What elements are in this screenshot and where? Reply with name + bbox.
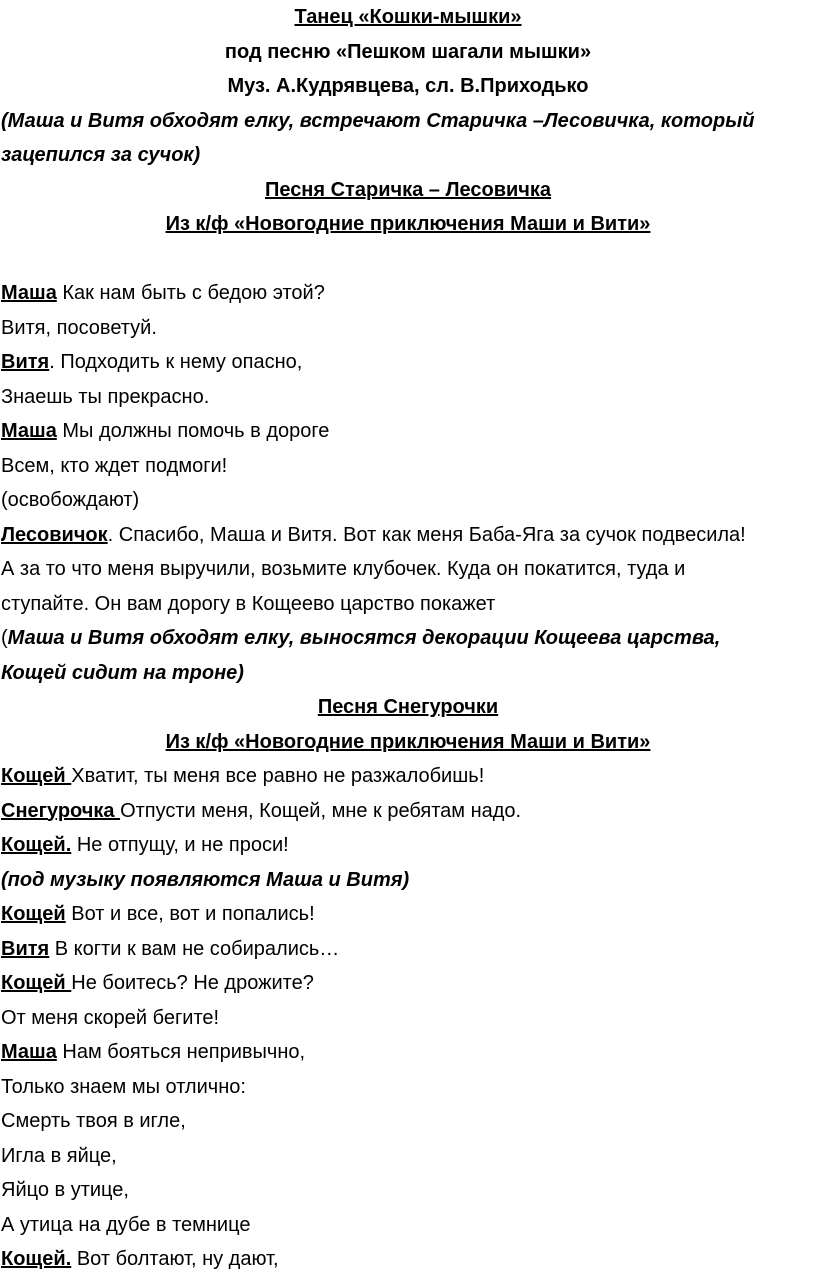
speech-text: Вот и все, вот и попались!: [65, 903, 315, 925]
speech-text: В когти к вам не собирались…: [49, 937, 340, 960]
dialogue-line: [0, 518, 816, 553]
dialogue-line: [0, 966, 816, 1001]
speaker-name: Кощей: [1, 765, 72, 787]
stage-direction: [0, 621, 816, 656]
speaker-name: Маша: [1, 282, 57, 304]
dialogue-line: Смерть твоя в игле,: [1, 1110, 186, 1132]
dialogue-line: [0, 759, 816, 794]
dialogue-line: Игла в яйце,: [1, 1144, 117, 1167]
speech-text: Как нам быть с бедою этой?: [56, 282, 325, 304]
speech-text: . Спасибо, Маша и Витя. Вот как меня Баба-Яга за сучок подвесила!: [107, 523, 746, 546]
speech-text: . Подходить к нему опасно,: [49, 351, 303, 373]
stage-direction: Кощей сидит на троне): [1, 661, 244, 684]
authors-line: Муз. А.Кудрявцева, сл. В.Приходько: [227, 75, 589, 97]
speaker-name: Кощей.: [1, 834, 72, 856]
speech-text: Вот болтают, ну дают,: [71, 1248, 279, 1270]
speaker-name: Лесовичок: [1, 523, 108, 546]
speaker-name: Кощей: [1, 972, 72, 994]
speech-text: Не боитесь? Не дрожите?: [71, 972, 314, 994]
blank-line: [0, 242, 816, 277]
dialogue-line: [0, 794, 816, 829]
direction-text: Маша и Витя обходят елку, выносятся декорации Кощеева царства,: [7, 627, 721, 649]
dialogue-line: [0, 828, 816, 863]
dialogue-line: От меня скорей бегите!: [1, 1006, 220, 1029]
document-title: Танец «Кошки-мышки»: [294, 6, 522, 28]
speech-text: Мы должны помочь в дороге: [56, 420, 330, 442]
song-title: Песня Снегурочки: [317, 696, 499, 718]
dialogue-line: Яйцо в утице,: [1, 1179, 129, 1201]
stage-direction: (Маша и Витя обходят елку, встречают Старичка –Лесовичка, который: [1, 109, 755, 132]
speaker-name: Снегурочка: [1, 799, 121, 822]
dialogue-line: [0, 1242, 816, 1271]
dialogue-line: (освобождают): [1, 489, 140, 511]
dialogue-line: Только знаем мы отлично:: [1, 1075, 246, 1098]
speaker-name: Маша: [1, 1041, 57, 1063]
speech-text: Хватит, ты меня все равно не разжалобишь!: [71, 765, 485, 787]
song-subtitle: под песню «Пешком шагали мышки»: [224, 40, 592, 63]
dialogue-line: [0, 276, 816, 311]
song-source: Из к/ф «Новогодние приключения Маши и Вити»: [165, 730, 651, 753]
speaker-name: Витя: [1, 351, 50, 373]
paren-open: (: [1, 627, 8, 649]
stage-direction: зацепился за сучок): [1, 144, 201, 166]
dialogue-line: А утица на дубе в темнице: [1, 1213, 251, 1236]
dialogue-line: Всем, кто ждет подмоги!: [1, 454, 228, 477]
speaker-name: Маша: [1, 420, 57, 442]
speech-text: Нам бояться непривычно,: [56, 1041, 306, 1063]
dialogue-line: [0, 345, 816, 380]
speech-text: Не отпущу, и не проси!: [71, 834, 289, 856]
speaker-name: Кощей: [1, 903, 66, 925]
dialogue-line: А за то что меня выручили, возьмите клубочек. Куда он покатится, туда и: [1, 558, 686, 580]
dialogue-line: Знаешь ты прекрасно.: [1, 385, 210, 408]
song-title: Песня Старичка – Лесовичка: [264, 178, 552, 201]
dialogue-line: ступайте. Он вам дорогу в Кощеево царство покажет: [1, 592, 496, 615]
dialogue-line: [0, 932, 816, 967]
speaker-name: Кощей.: [1, 1248, 72, 1270]
speaker-name: Витя: [1, 937, 50, 960]
song-source: Из к/ф «Новогодние приключения Маши и Вити»: [165, 213, 651, 235]
speech-text: Отпусти меня, Кощей, мне к ребятам надо.: [120, 799, 522, 822]
dialogue-line: [0, 1035, 816, 1070]
dialogue-line: [0, 414, 816, 449]
dialogue-line: [0, 897, 816, 932]
dialogue-line: Витя, посоветуй.: [1, 316, 157, 339]
stage-direction: (под музыку появляются Маша и Витя): [1, 868, 410, 891]
